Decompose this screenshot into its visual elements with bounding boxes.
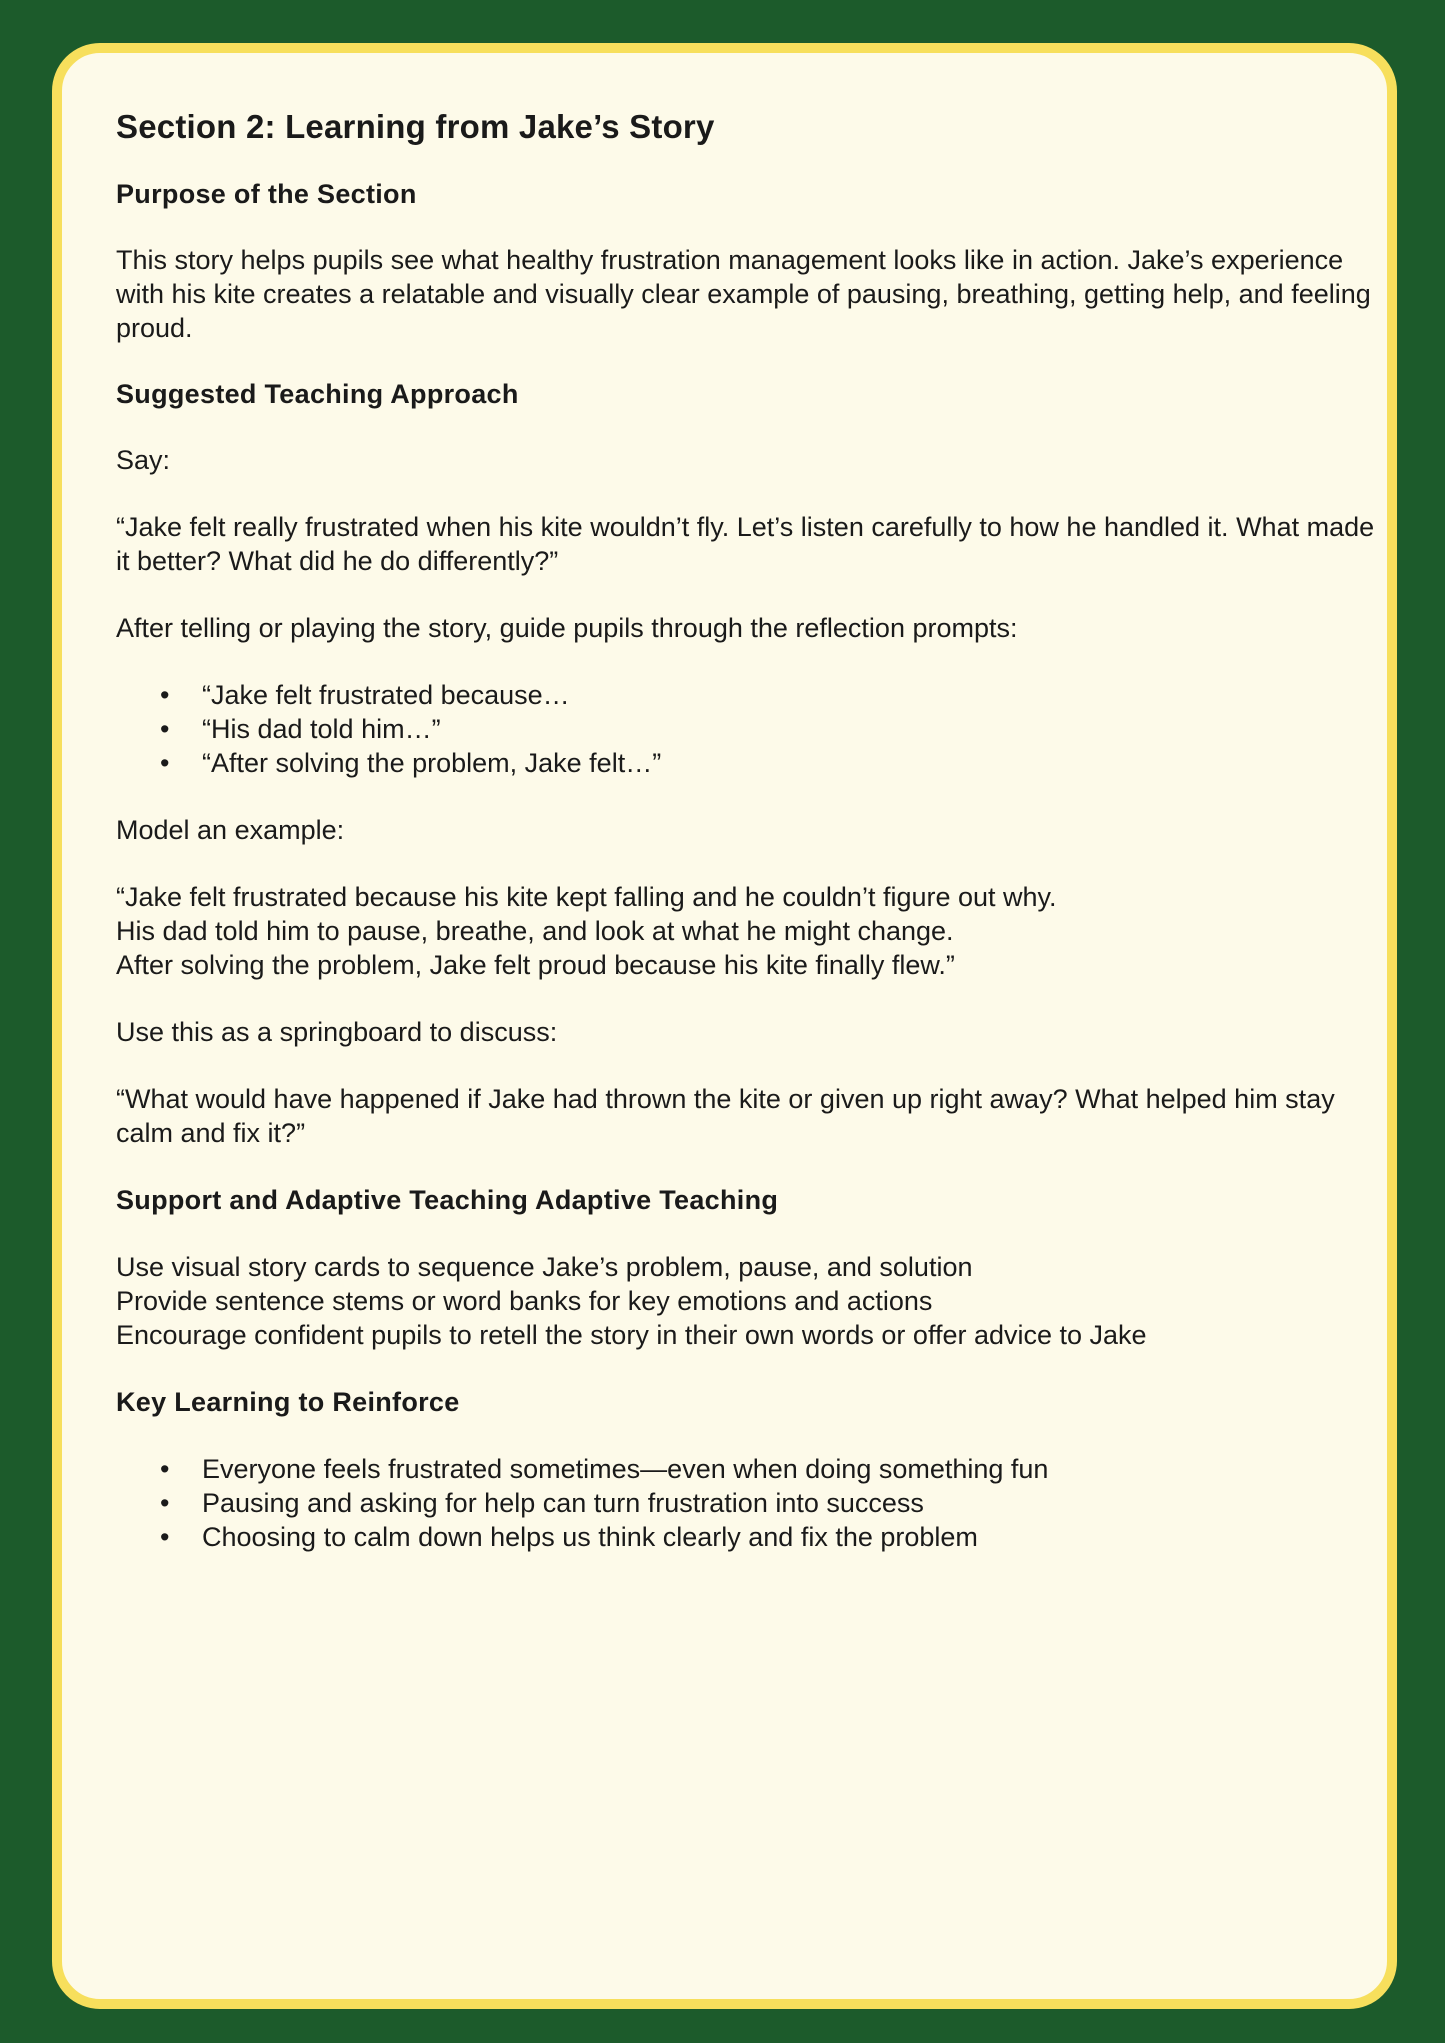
key-learning-list [116,1452,1376,1554]
model-label: Model an example: [116,815,345,845]
key-learning-text: Everyone feels frustrated sometimes—even when doing something fun [202,1454,1049,1484]
approach-heading: Suggested Teaching Approach [116,379,519,409]
springboard-label: Use this as a springboard to discuss: [116,1017,558,1047]
key-learning-text: Choosing to calm down helps us think clearly and fix the problem [202,1522,978,1552]
discussion-quote: “What would have happened if Jake had thrown the kite or given up right away? What helped him stay calm and fix it?” [116,1084,1335,1148]
key-learning-heading: Key Learning to Reinforce [116,1387,460,1417]
teacher-quote: “Jake felt really frustrated when his kite wouldn’t fly. Let’s listen carefully to how he handled it. What made it better? What did he do differently?” [116,512,1375,576]
purpose-text: This story helps pupils see what healthy frustration management looks like in action. Jake’s experience with his kite creates a relatable and visually clear example of pausing, breathing, getting help, and feeling proud. [116,245,1371,343]
model-line: After solving the problem, Jake felt proud because his kite finally flew.” [116,950,955,980]
prompt-text: “Jake felt frustrated because… [202,680,570,710]
reflection-prompts-list [116,678,1376,780]
list-item [116,1452,1376,1486]
model-line: His dad told him to pause, breathe, and look at what he might change. [116,916,954,946]
support-heading: Support and Adaptive Teaching Adaptive Teaching [116,1185,779,1215]
say-label: Say: [116,445,171,475]
page-title: Section 2: Learning from Jake’s Story [116,108,715,145]
bullet-icon: • [160,714,170,744]
support-line: Encourage confident pupils to retell the story in their own words or offer advice to Jake [116,1320,1147,1350]
bullet-icon: • [160,748,170,778]
list-item [116,1486,1376,1520]
support-line: Provide sentence stems or word banks for key emotions and actions [116,1286,933,1316]
list-item [116,746,1376,780]
support-lines [116,1250,1376,1352]
purpose-heading: Purpose of the Section [116,179,417,209]
support-line: Use visual story cards to sequence Jake’s problem, pause, and solution [116,1252,973,1282]
model-example [116,880,1376,982]
list-item [116,1520,1376,1554]
content-card [52,43,1397,2009]
bullet-icon: • [160,1454,170,1484]
key-learning-text: Pausing and asking for help can turn frustration into success [202,1488,924,1518]
prompt-text: “His dad told him…” [202,714,441,744]
prompt-text: “After solving the problem, Jake felt…” [202,748,662,778]
list-item [116,678,1376,712]
bullet-icon: • [160,1522,170,1552]
model-line: “Jake felt frustrated because his kite kept falling and he couldn’t figure out why. [116,882,1057,912]
bullet-icon: • [160,680,170,710]
after-story-text: After telling or playing the story, guide pupils through the reflection prompts: [116,613,1018,643]
document-body [116,107,1376,1554]
list-item [116,712,1376,746]
bullet-icon: • [160,1488,170,1518]
